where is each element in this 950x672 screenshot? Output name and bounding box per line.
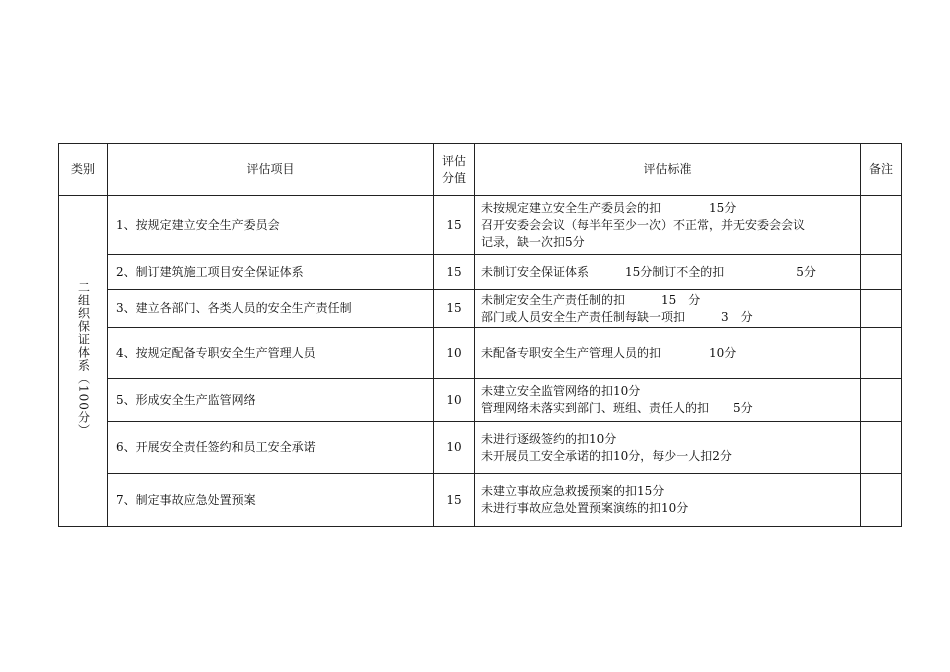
table-row (59, 255, 902, 290)
item-cell: 6、开展安全责任签约和员工安全承诺 (108, 422, 434, 474)
score-cell: 10 (434, 422, 475, 474)
table-row (59, 196, 902, 255)
criteria-line: 部门或人员安全生产责任制每缺一项扣 3 分 (481, 309, 753, 324)
criteria-line: 管理网络未落实到部门、班组、责任人的扣 5分 (481, 401, 753, 415)
criteria-cell (475, 290, 861, 328)
criteria-line: 未进行事故应急处置预案演练的扣10分 (481, 501, 689, 515)
header-remarks: 备注 (861, 144, 902, 196)
criteria-line: 未建立安全监管网络的扣10分 (481, 384, 641, 398)
criteria-cell (475, 474, 861, 527)
criteria-cell (475, 328, 861, 379)
table-body (59, 144, 902, 527)
header-score (434, 144, 475, 196)
evaluation-table (58, 143, 902, 527)
score-cell: 10 (434, 328, 475, 379)
criteria-line: 未按规定建立安全生产委员会的扣 15分 (481, 200, 737, 215)
criteria-line: 未制订安全保证体系 15分制订不全的扣 5分 (481, 264, 816, 279)
criteria-cell (475, 422, 861, 474)
criteria-line: 记录，缺一次扣5分 (481, 234, 585, 249)
remarks-cell (861, 255, 902, 290)
item-cell: 7、制定事故应急处置预案 (108, 474, 434, 527)
score-cell: 15 (434, 290, 475, 328)
header-score-line2: 分值 (441, 170, 466, 185)
header-category: 类别 (59, 144, 108, 196)
criteria-cell (475, 255, 861, 290)
score-cell: 15 (434, 474, 475, 527)
score-cell: 10 (434, 379, 475, 422)
header-item: 评估项目 (108, 144, 434, 196)
table-row (59, 379, 902, 422)
table-row (59, 328, 902, 379)
remarks-cell (861, 196, 902, 255)
score-cell: 15 (434, 196, 475, 255)
table-row (59, 474, 902, 527)
category-label: 二组织保证体系（100分） (76, 280, 91, 437)
item-cell: 5、形成安全生产监管网络 (108, 379, 434, 422)
criteria-cell (475, 379, 861, 422)
remarks-cell (861, 328, 902, 379)
item-cell: 4、按规定配备专职安全生产管理人员 (108, 328, 434, 379)
score-cell: 15 (434, 255, 475, 290)
criteria-cell (475, 196, 861, 255)
criteria-line: 未进行逐级签约的扣10分 (481, 431, 617, 446)
remarks-cell (861, 474, 902, 527)
item-cell: 1、按规定建立安全生产委员会 (108, 196, 434, 255)
category-cell (59, 196, 108, 527)
header-score-line1: 评估 (441, 153, 466, 168)
criteria-line: 未制定安全生产责任制的扣 15 分 (481, 292, 701, 307)
criteria-line: 未开展员工安全承诺的扣10分，每少一人扣2分 (481, 448, 732, 463)
criteria-line: 未建立事故应急救援预案的扣15分 (481, 484, 665, 498)
criteria-line: 未配备专职安全生产管理人员的扣 10分 (481, 345, 737, 360)
remarks-cell (861, 379, 902, 422)
remarks-cell (861, 290, 902, 328)
item-cell: 2、制订建筑施工项目安全保证体系 (108, 255, 434, 290)
criteria-line: 召开安委会会议（每半年至少一次）不正常，并无安委会会议 (481, 217, 806, 232)
table-row (59, 290, 902, 328)
remarks-cell (861, 422, 902, 474)
table-row (59, 422, 902, 474)
header-row (59, 144, 902, 196)
header-criteria: 评估标准 (475, 144, 861, 196)
item-cell: 3、建立各部门、各类人员的安全生产责任制 (108, 290, 434, 328)
